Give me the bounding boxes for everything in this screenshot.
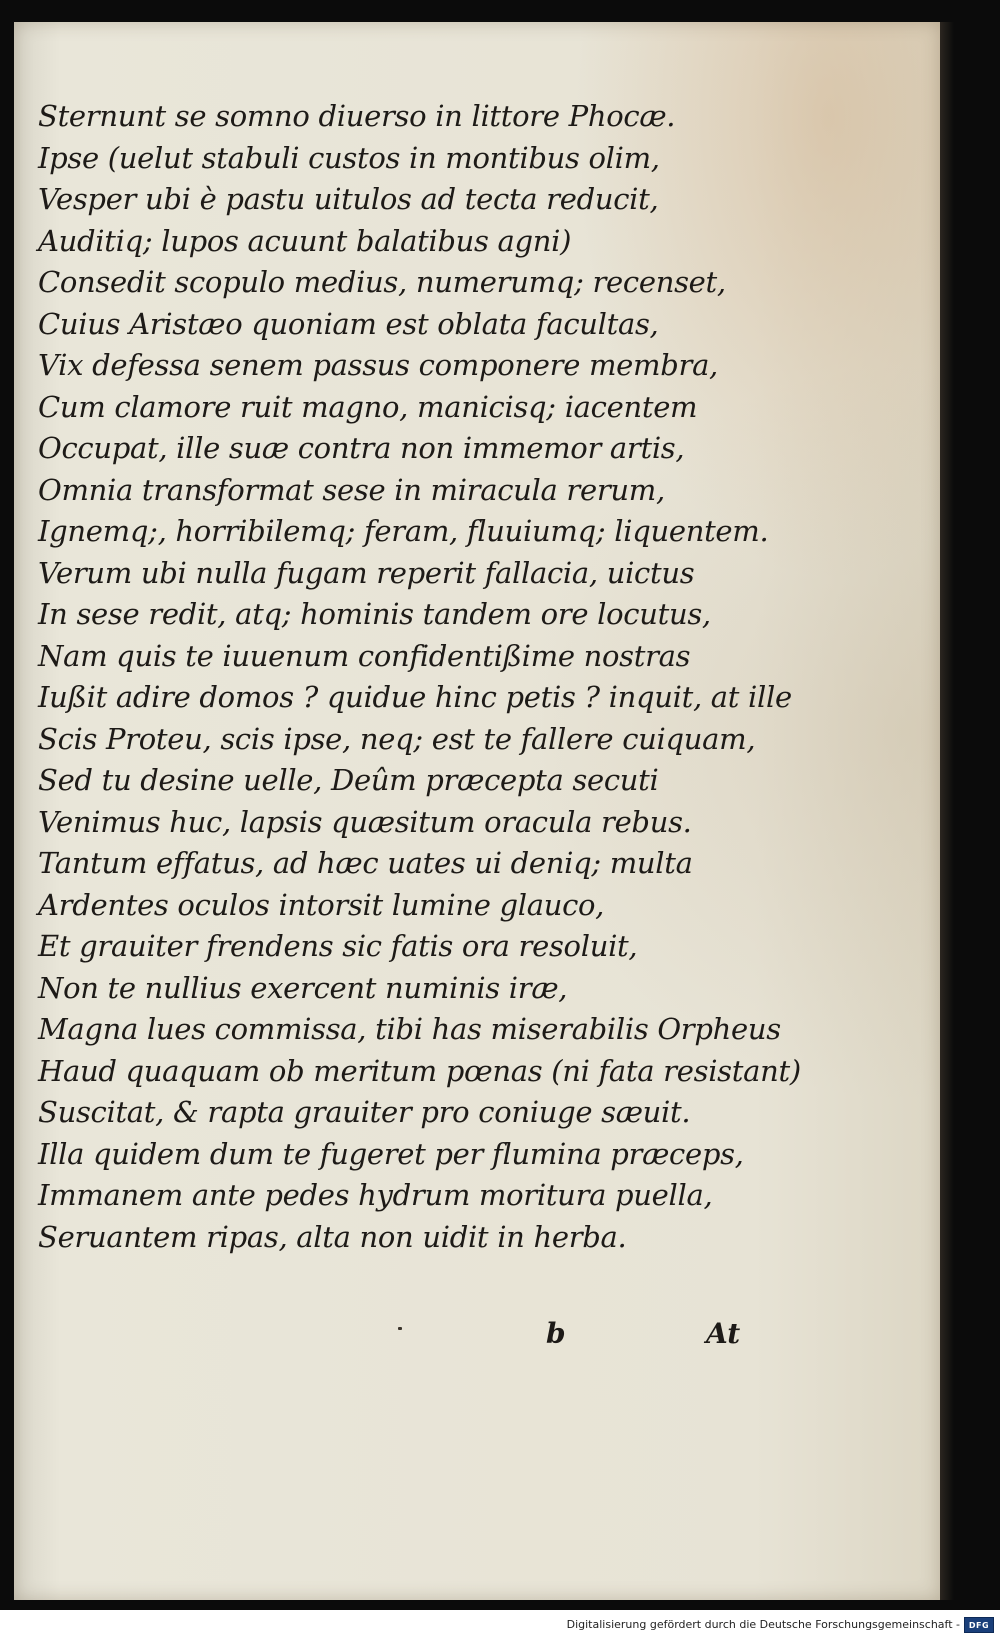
- verse-line: Ardentes oculos intorsit lumine glauco,: [38, 887, 605, 922]
- verse-line: Magna lues commissa, tibi has miserabilis Orpheus: [38, 1012, 781, 1046]
- dfg-logo: [964, 1617, 994, 1633]
- digitization-footer: [0, 1612, 1000, 1638]
- verse-line: Consedit scopulo medius, numerumq; recenset,: [38, 265, 726, 299]
- verse-line: Auditiq; lupos acuunt balatibus agni): [38, 223, 572, 258]
- verse-line: Occupat, ille suæ contra non immemor artis,: [38, 431, 685, 465]
- verse-line: Haud quaquam ob meritum pœnas (ni fata resistant): [38, 1053, 801, 1088]
- verse-line: Cuius Aristæo quoniam est oblata facultas,: [38, 306, 659, 341]
- verse-line: Verum ubi nulla fugam reperit fallacia, uictus: [38, 555, 695, 590]
- verse-line: Vesper ubi è pastu uitulos ad tecta reducit,: [38, 182, 659, 216]
- verse-line: Scis Proteu, scis ipse, neq; est te fallere cuiquam,: [38, 721, 756, 756]
- verse-line: Ignemq;, horribilemq; feram, fluuiumq; liquentem.: [38, 514, 769, 548]
- verse-line: Vix defessa senem passus componere membra,: [38, 348, 718, 382]
- verse-line: Non te nullius exercent numinis iræ,: [38, 970, 568, 1005]
- verse-line: Sternunt se somno diuerso in littore Phocæ.: [38, 99, 676, 133]
- poem-text: [38, 96, 801, 1258]
- page-edge: [940, 22, 954, 1600]
- catchword: At: [706, 1317, 741, 1350]
- verse-line: In sese redit, atq; hominis tandem ore locutus,: [38, 597, 711, 631]
- signature-mark: b: [546, 1317, 566, 1350]
- verse-line: Venimus huc, lapsis quæsitum oracula rebus.: [38, 804, 692, 839]
- verse-line: Seruantem ripas, alta non uidit in herba.: [38, 1219, 627, 1254]
- verse-line: Illa quidem dum te fugeret per flumina præceps,: [38, 1136, 744, 1171]
- verse-line: Ipse (uelut stabuli custos in montibus olim,: [38, 140, 660, 175]
- dfg-logo-text: DFG: [968, 1620, 990, 1630]
- footer-credit: Digitalisierung gefördert durch die Deutsche Forschungsgemeinschaft -: [566, 1618, 960, 1631]
- ink-speck: [398, 1327, 402, 1330]
- verse-line: Cum clamore ruit magno, manicisq; iacentem: [38, 389, 698, 424]
- verse-line: Tantum effatus, ad hæc uates ui deniq; multa: [38, 846, 693, 880]
- verse-line: Sed tu desine uelle, Deûm præcepta secuti: [38, 763, 659, 797]
- verse-line: Iußit adire domos ? quidue hinc petis ? inquit, at ille: [38, 680, 792, 714]
- verse-line: Omnia transformat sese in miracula rerum,: [38, 472, 665, 507]
- verse-line: Nam quis te iuuenum confidentißime nostras: [38, 638, 691, 673]
- verse-line: Et grauiter frendens sic fatis ora resoluit,: [38, 929, 638, 963]
- verse-line: Suscitat, & rapta grauiter pro coniuge sæuit.: [38, 1095, 691, 1129]
- verse-line: Immanem ante pedes hydrum moritura puella,: [38, 1178, 713, 1212]
